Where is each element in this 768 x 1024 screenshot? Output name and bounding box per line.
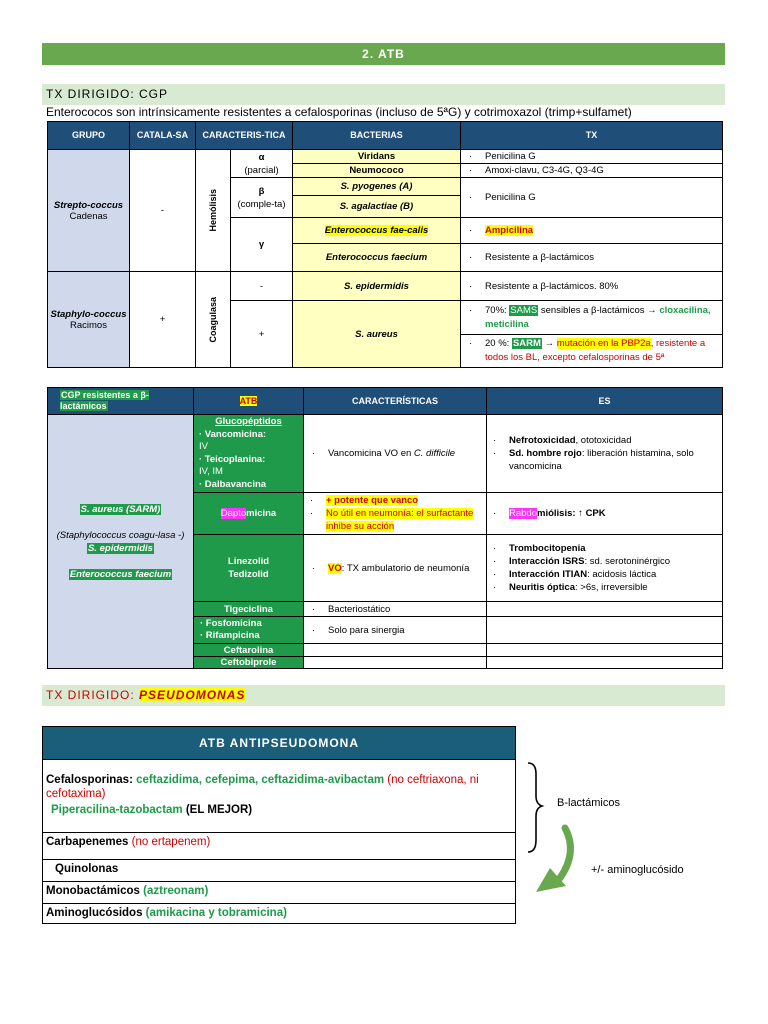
- sams-drug: cloxacilina, meticilina: [485, 304, 711, 330]
- section-title-pseudomonas: [42, 685, 725, 706]
- gluco-car-text: Vancomicina VO en: [328, 448, 414, 459]
- es-linezolid: [487, 535, 723, 602]
- strep-name: Strepto-coccus: [53, 199, 124, 211]
- es-neuritis: [487, 581, 722, 594]
- car-dapto-1-text: + potente que vanco: [326, 495, 419, 506]
- side-label-blactamicos: B-lactámicos: [557, 797, 620, 809]
- left-epidermidis: S. epidermidis: [88, 542, 153, 554]
- beta-sub: (comple-ta): [237, 198, 286, 210]
- car-vo: VO: [328, 562, 342, 574]
- es-isrs-r: : sd. serotoninérgico: [584, 556, 671, 567]
- es-rabdo-hl: Rabdo: [509, 508, 537, 519]
- gluco-vanco: · Vancomicina:: [199, 428, 267, 440]
- es-hombre-rojo: [487, 447, 722, 473]
- bact-neumococo: Neumococo: [293, 164, 461, 178]
- tx-epidermidis: · Resistente a β-lactámicos. 80%: [461, 272, 723, 301]
- left-faecium: Enterococcus faecium: [69, 568, 172, 580]
- tx-sams: [461, 301, 723, 335]
- gamma-cell: [231, 218, 293, 272]
- header-es: ES: [487, 388, 723, 415]
- group-staphylococcus: [48, 272, 130, 368]
- beta-symbol: β: [258, 185, 265, 197]
- es-itian-b: Interacción ITIAN: [509, 569, 588, 580]
- bact-aureus: S. aureus: [293, 301, 461, 368]
- cef-drugs: ceftazidima, cefepima, ceftazidima-avibactam: [136, 774, 385, 786]
- gamma-symbol: γ: [258, 239, 265, 250]
- car-ceftobiprole: [304, 657, 487, 669]
- hemolisis-label: Hemólisis: [208, 189, 218, 232]
- header-caracteristicas: CARACTERÍSTICAS: [304, 388, 487, 415]
- row-carbapenemes: [43, 832, 515, 859]
- strep-sub: Cadenas: [69, 210, 108, 222]
- sarm-arrow: →: [544, 338, 555, 349]
- antipseudomona-title: ATB ANTIPSEUDOMONA: [43, 727, 515, 759]
- car-vo-rest: : TX ambulatorio de neumonía: [341, 562, 470, 574]
- staph-name: Staphylo-coccus: [50, 308, 127, 320]
- es-daptomicina: [487, 493, 723, 535]
- bact-viridans: Viridans: [293, 150, 461, 164]
- header-catalasa: CATALA-SA: [130, 122, 196, 150]
- cef-label: Cefalosporinas:: [46, 774, 137, 786]
- section2-emph: PSEUDOMONAS: [139, 688, 246, 702]
- linezolid: Linezolid: [227, 556, 270, 567]
- es-nefro-b: Nefrotoxicidad: [509, 435, 576, 446]
- atb-fosfo-rifa: [194, 617, 304, 644]
- bact-agalactiae: S. agalactiae (B): [293, 196, 461, 218]
- row-monobactamicos: [43, 881, 515, 903]
- es-nefro-r: , ototoxicidad: [575, 435, 632, 446]
- atb-glucopeptidos: [194, 415, 304, 493]
- tx-beta: · Penicilina G: [461, 178, 723, 218]
- carba-note: (no ertapenem): [128, 836, 211, 848]
- es-neuritis-b: Neuritis óptica: [509, 582, 575, 593]
- row-aminoglucosidos: [43, 903, 515, 923]
- efaecalis-text: Enterococcus fae-calis: [324, 225, 429, 236]
- alpha-cell: [231, 150, 293, 178]
- es-ceftobiprole: [487, 657, 723, 669]
- atb-daptomicina: [194, 493, 304, 535]
- car-daptomicina: [304, 493, 487, 535]
- es-trombo: [487, 542, 722, 555]
- rifampicina: · Rifampicina: [200, 630, 260, 641]
- sams-text: sensibles a β-lactámicos →: [540, 304, 657, 316]
- tx-efaecalis: [461, 218, 723, 244]
- section2-prefix: TX DIRIGIDO:: [46, 688, 140, 702]
- gluco-dalba: · Dalbavancina: [199, 478, 267, 490]
- car-linezolid: [304, 535, 487, 602]
- car-tigeciclina: · Bacteriostático: [304, 602, 487, 617]
- amino-drugs: (amikacina y tobramicina): [142, 907, 287, 919]
- tx-sarm: [461, 335, 723, 368]
- green-curved-arrow-icon: [560, 828, 570, 878]
- es-nefro: [487, 434, 722, 447]
- sams-tag: SAMS: [510, 304, 538, 316]
- gluco-teico: · Teicoplanina:: [199, 453, 266, 465]
- gluco-teico-route: IV, IM: [199, 466, 223, 477]
- sarm-tag: SARM: [512, 338, 541, 349]
- gluco-car-difficile: C. difficile: [413, 448, 456, 459]
- hemolisis-cell: [196, 150, 231, 272]
- section-title-cgp: TX DIRIGIDO: CGP: [42, 84, 725, 105]
- car-dapto-2: [304, 507, 486, 533]
- resistant-organisms: [48, 415, 194, 669]
- header-tx: TX: [461, 122, 723, 150]
- right-brace-icon: [528, 763, 542, 852]
- cgp-resistentes-text: CGP resistentes a β-lactámicos: [60, 390, 149, 411]
- es-neuritis-r: : >6s, irreversible: [575, 582, 648, 593]
- bact-efaecalis: [293, 218, 461, 244]
- staph-sub: Racimos: [70, 319, 107, 331]
- es-hr-r: : liberación histamina, solo vancomicina: [509, 448, 694, 472]
- alpha-sub: (parcial): [244, 164, 279, 176]
- bact-efaecium: Enterococcus faecium: [293, 244, 461, 272]
- car-dapto-2-text: No útil en neumonía: el surfactante inhibe su acción: [326, 508, 474, 532]
- atb-ceftarolina: Ceftarolina: [194, 644, 304, 657]
- es-tigeciclina: [487, 602, 723, 617]
- dapto-hl: Dapto: [220, 508, 247, 519]
- dapto-rest: micina: [246, 508, 277, 519]
- mono-drug: (aztreonam): [139, 885, 209, 897]
- left-aureus: S. aureus (SARM): [80, 503, 161, 515]
- tedizolid: Tedizolid: [228, 569, 269, 580]
- brace-arrow-graphic: [520, 760, 610, 900]
- es-rabdo-rest: miólisis: ↑ CPK: [537, 508, 606, 519]
- header-grupo: GRUPO: [48, 122, 130, 150]
- car-fosfo-rifa: · Solo para sinergia: [304, 617, 487, 644]
- es-itian: [487, 568, 722, 581]
- cgp-resistant-table: [47, 387, 723, 669]
- carba-label: Carbapenemes: [46, 836, 129, 848]
- bact-pyogenes: S. pyogenes (A): [293, 178, 461, 196]
- antipseudomona-box: [42, 726, 516, 924]
- cef-exclusions: (no ceftriaxona, ni cefotaxima): [46, 774, 479, 800]
- es-trombo-b: Trombocitopenia: [509, 543, 586, 554]
- side-label-aminoglucosido: +/- aminoglucósido: [591, 864, 684, 876]
- es-hr-b: Sd. hombre rojo: [509, 448, 582, 459]
- car-glucopeptidos: [304, 415, 487, 493]
- row-cefalosporinas: [43, 759, 515, 801]
- header-caracteristica: CARACTERIS-TICA: [196, 122, 293, 150]
- row-pip-tazo: [43, 801, 515, 832]
- es-isrs: [487, 555, 722, 568]
- piptazo-drug: Piperacilina-tazobactam: [51, 804, 183, 816]
- es-glucopeptidos: [487, 415, 723, 493]
- coagulasa-label: Coagulasa: [208, 296, 218, 343]
- atb-linezolid: [194, 535, 304, 602]
- atb-tigeciclina: Tigeciclina: [194, 602, 304, 617]
- row-quinolonas: [43, 859, 515, 881]
- coag-pos: +: [231, 301, 293, 368]
- sarm-mutation: mutación en la PBP2a: [556, 338, 651, 349]
- coag-neg: -: [231, 272, 293, 301]
- tx-neumococo: · Amoxi-clavu, C3-4G, Q3-4G: [461, 164, 723, 178]
- beta-cell: [231, 178, 293, 218]
- bact-epidermidis: S. epidermidis: [293, 272, 461, 301]
- group-streptococcus: [48, 150, 130, 272]
- car-ceftarolina: [304, 644, 487, 657]
- sarm-rest: , resistente a todos los BL, excepto cefalosporinas de 5ª: [485, 338, 706, 363]
- amino-label: Aminoglucósidos: [46, 907, 143, 919]
- es-itian-r: : acidosis láctica: [587, 569, 657, 580]
- header-bacterias: BACTERIAS: [293, 122, 461, 150]
- es-isrs-b: Interacción ISRS: [509, 556, 585, 567]
- left-staph: (Staphylococcus coagu-lasa -): [56, 529, 185, 541]
- section-banner: 2. ATB: [42, 43, 725, 65]
- cgp-table: [47, 121, 723, 368]
- tx-ampicilina: Ampicilina: [485, 225, 534, 236]
- fosfomicina: · Fosfomicina: [200, 617, 262, 629]
- coagulasa-cell: [196, 272, 231, 368]
- quino-label: Quinolonas: [55, 863, 119, 875]
- piptazo-note: (EL MEJOR): [182, 804, 253, 816]
- es-rabdo: [487, 508, 722, 519]
- car-dapto-1: [304, 494, 486, 507]
- atb-header-text: ATB: [239, 395, 258, 406]
- staph-catalasa: +: [130, 272, 196, 368]
- intro-text: Enterococos son intrínsicamente resistentes a cefalosporinas (incluso de 5ªG) y cotrimoxazol (trimp+sulfamet): [46, 105, 632, 119]
- gluco-title: Glucopéptidos: [215, 416, 282, 427]
- gluco-vanco-route: IV: [199, 441, 208, 452]
- tx-efaecium: · Resistente a β-lactámicos: [461, 244, 723, 272]
- sarm-pct: 20 %:: [485, 338, 510, 349]
- mono-label: Monobactámicos: [46, 885, 140, 897]
- header-atb: [194, 388, 304, 415]
- es-ceftarolina: [487, 644, 723, 657]
- header-cgp-resistentes: [48, 388, 194, 415]
- sams-pct: 70%:: [485, 304, 507, 316]
- es-fosfo-rifa: [487, 617, 723, 644]
- tx-viridans: · Penicilina G: [461, 150, 723, 164]
- alpha-symbol: α: [258, 151, 265, 163]
- atb-ceftobiprole: Ceftobiprole: [194, 657, 304, 669]
- strep-catalasa: -: [130, 150, 196, 272]
